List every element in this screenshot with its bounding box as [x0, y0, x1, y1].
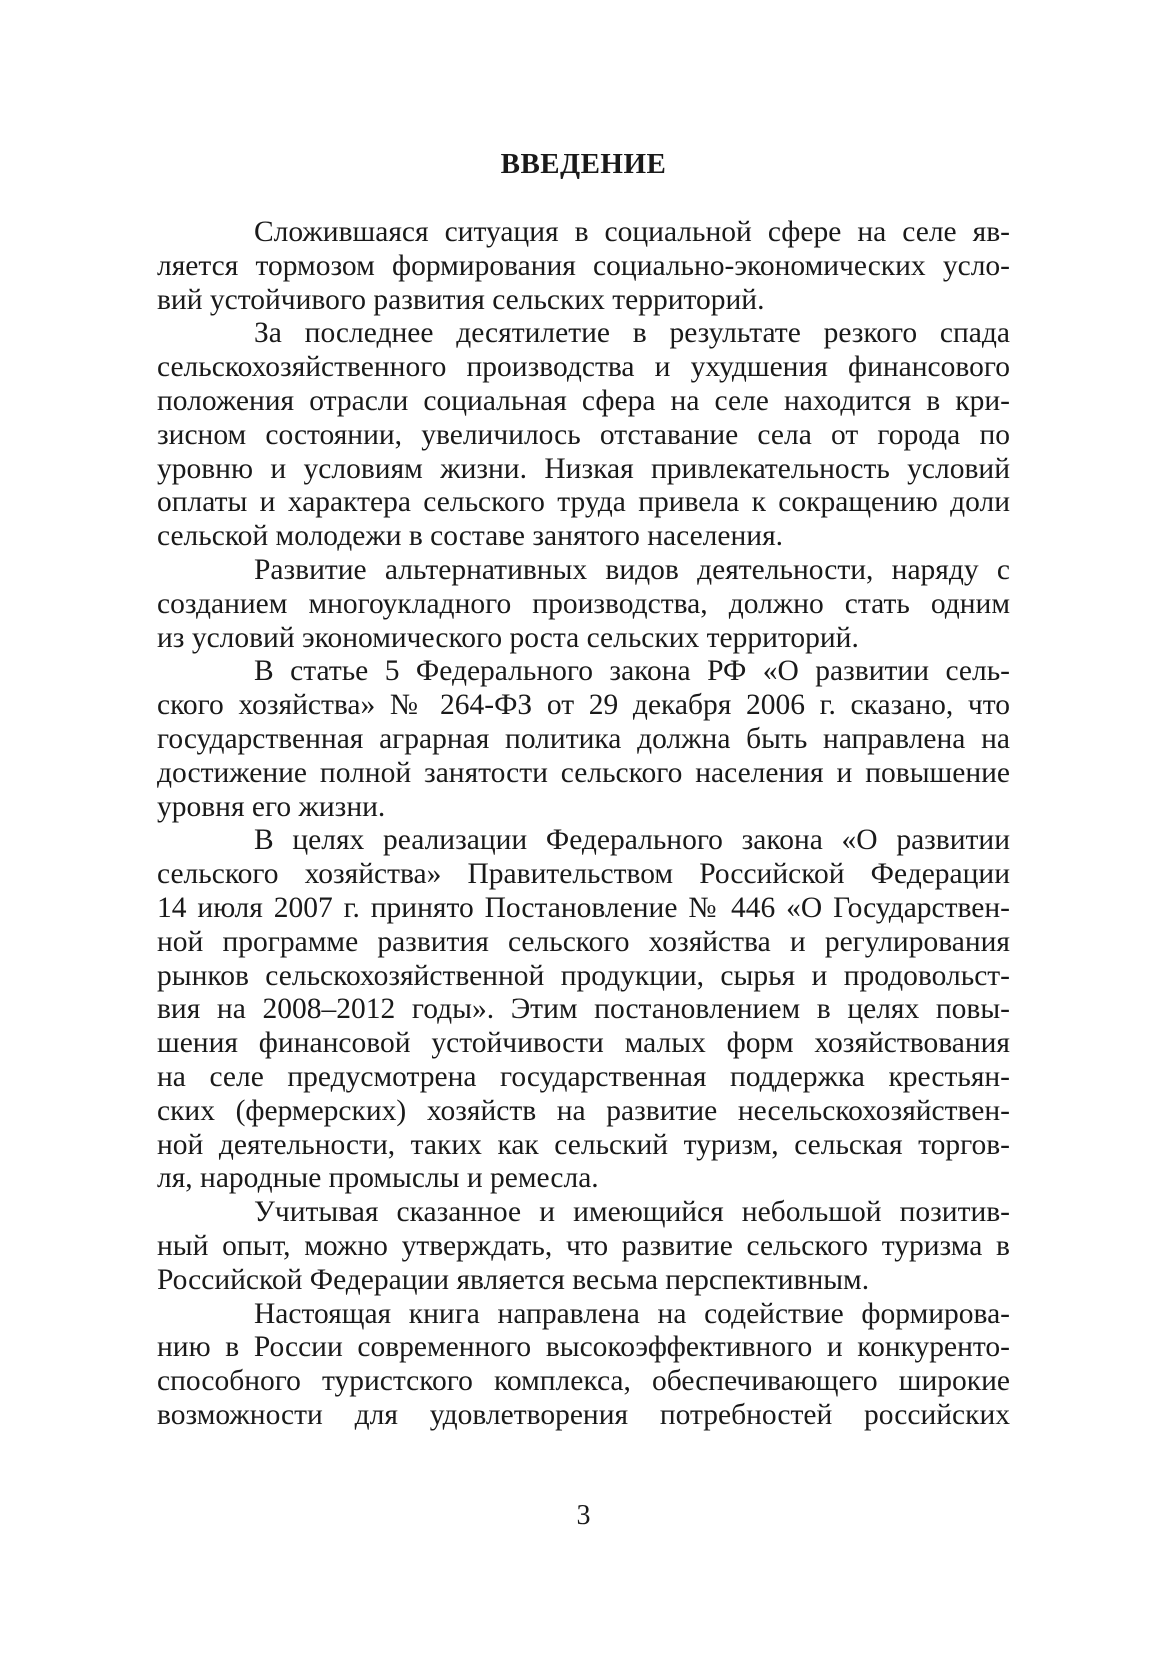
paragraph [157, 554, 1010, 655]
text-line: ной программе развития сельского хозяйства и регулирования [157, 925, 1010, 958]
text-line: В целях реализации Федерального закона «О развитии [254, 824, 1010, 857]
paragraph [157, 1196, 1010, 1297]
page-number: 3 [576, 1500, 591, 1531]
text-line: шения финансовой устойчивости малых форм хозяйствования [157, 1027, 1010, 1060]
text-line: нию в России современного высокоэффективного и конкуренто- [157, 1331, 1010, 1364]
text-line: Учитывая сказанное и имеющийся небольшой позитив- [254, 1196, 1010, 1229]
text-line: достижение полной занятости сельского населения и повышение [157, 756, 1010, 789]
text-line: ляется тормозом формирования социально-экономических усло- [157, 249, 1010, 282]
text-line: ля, народные промыслы и ремесла. [157, 1162, 599, 1195]
paragraph [157, 317, 1010, 554]
text-line: уровню и условиям жизни. Низкая привлекательность условий [157, 452, 1010, 485]
text-line: оплаты и характера сельского труда привела к сокращению доли [157, 486, 1010, 519]
text-line: созданием многоукладного производства, должно стать одним [157, 587, 1010, 620]
text-line: рынков сельскохозяйственной продукции, сырья и продовольст- [157, 959, 1010, 992]
text-line: В статье 5 Федерального закона РФ «О развитии сель- [254, 655, 1010, 688]
paragraph [157, 216, 1010, 317]
text-line: способного туристского комплекса, обеспечивающего широкие [157, 1365, 1010, 1398]
text-line: сельской молодежи в составе занятого населения. [157, 520, 784, 553]
text-line: Развитие альтернативных видов деятельности, наряду с [254, 553, 1010, 586]
text-line: зисном состоянии, увеличилось отставание села от города по [157, 418, 1010, 451]
paragraph [157, 1298, 1010, 1433]
text-line: ный опыт, можно утверждать, что развитие сельского туризма в [157, 1229, 1010, 1262]
paragraph [157, 824, 1010, 1196]
paragraph [157, 655, 1010, 824]
text-line: 14 июля 2007 г. принято Постановление № 446 «О Государствен- [157, 891, 1010, 924]
text-line: ских (фермерских) хозяйств на развитие несельскохозяйствен- [157, 1094, 1010, 1127]
body-text [157, 216, 1010, 1433]
text-line: вия на 2008–2012 годы». Этим постановлением в целях повы- [157, 993, 1010, 1026]
text-line: положения отрасли социальная сфера на селе находится в кри- [157, 384, 1010, 417]
text-line: Сложившаяся ситуация в социальной сфере на селе яв- [254, 216, 1010, 248]
text-line: Российской Федерации является весьма перспективным. [157, 1263, 870, 1296]
text-line: сельскохозяйственного производства и ухудшения финансового [157, 351, 1010, 384]
text-line: ной деятельности, таких как сельский туризм, сельская торгов- [157, 1128, 1010, 1161]
text-line: из условий экономического роста сельских территорий. [157, 621, 859, 654]
text-line: государственная аграрная политика должна быть направлена на [157, 722, 1010, 755]
text-line: ского хозяйства» № 264-ФЗ от 29 декабря 2006 г. сказано, что [157, 689, 1010, 722]
text-line: Настоящая книга направлена на содействие формирова- [254, 1297, 1010, 1330]
text-line: на селе предусмотрена государственная поддержка крестьян- [157, 1060, 1010, 1093]
text-line: сельского хозяйства» Правительством Российской Федерации [157, 858, 1010, 891]
text-line: За последнее десятилетие в результате резкого спада [254, 317, 1010, 350]
text-line: уровня его жизни. [157, 790, 386, 823]
text-line: вий устойчивого развития сельских территорий. [157, 283, 765, 316]
page-title: ВВЕДЕНИЕ [500, 148, 667, 180]
text-line: возможности для удовлетворения потребностей российских [157, 1398, 1010, 1431]
